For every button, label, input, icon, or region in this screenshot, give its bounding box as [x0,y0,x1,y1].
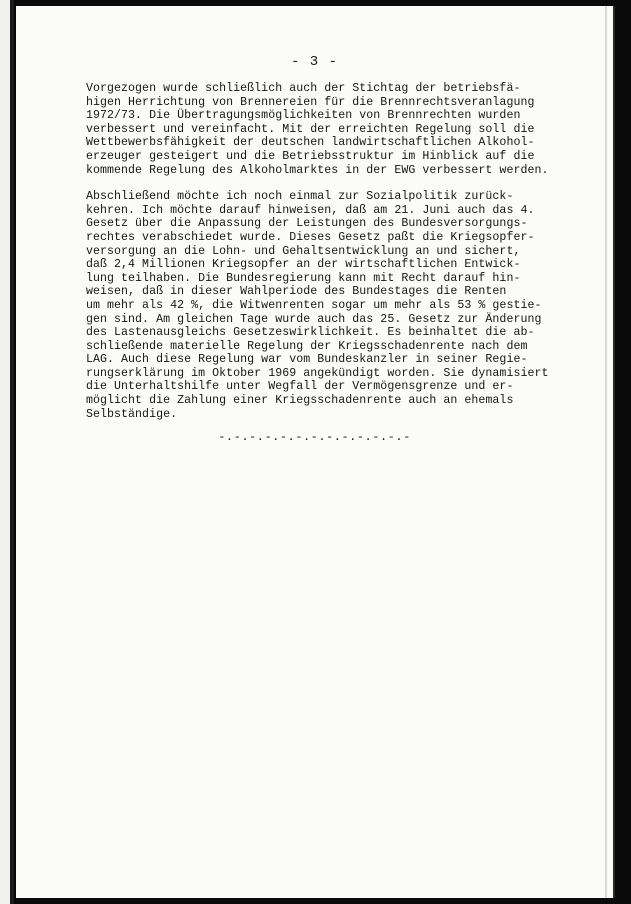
text-line: LAG. Auch diese Regelung war vom Bundeskanzler in seiner Regie- [86,353,528,367]
text-line: Selbständige. [86,407,178,421]
text-line: um mehr als 42 %, die Witwenrenten sogar um mehr als 53 % gestie- [86,298,542,312]
page-number: - 3 - [290,54,338,70]
text-line: kehren. Ich möchte darauf hinweisen, daß am 21. Juni auch das 4. [86,203,535,217]
paragraph-brennrechte [86,82,586,177]
text-line: Abschließend möchte ich noch einmal zur Sozialpolitik zurück- [86,190,514,204]
text-line: die Unterhaltshilfe unter Wegfall der Vermögensgrenze und er- [86,380,514,394]
text-line: des Lastenausgleichs Gesetzeswirklichkeit. Es beinhaltet die ab- [86,326,535,340]
document-page [16,6,615,898]
text-line: gen sind. Am gleichen Tage wurde auch das 25. Gesetz zur Änderung [86,312,542,326]
text-line: schließende materielle Regelung der Kriegsschadenrente nach dem [86,339,528,353]
text-line: rungserklärung im Oktober 1969 angekündigt worden. Sie dynamisiert [86,366,549,380]
end-separator: -.-.-.-.-.-.-.-.-.-.-.-.- [218,430,411,444]
text-line: weisen, daß in dieser Wahlperiode des Bundestages die Renten [86,285,507,299]
text-line: higen Herrichtung von Brennereien für die Brennrechtsveranlagung [86,95,535,109]
text-line: versorgung an die Lohn- und Gehaltsentwicklung an und sichert, [86,244,521,258]
text-line: Wettbewerbsfähigkeit der deutschen landwirtschaftlichen Alkohol- [86,136,535,150]
text-line: Vorgezogen wurde schließlich auch der Stichtag der betriebsfä- [86,82,521,95]
adjacent-page-edge [0,0,14,904]
body-text [86,82,586,434]
text-line: rechtes verabschiedet wurde. Dieses Gesetz paßt die Kriegsopfer- [86,230,535,244]
text-line: daß 2,4 Millionen Kriegsopfer an der wirtschaftlichen Entwick- [86,258,521,272]
text-line: 1972/73. Die Übertragungsmöglichkeiten von Brennrechten wurden [86,109,521,123]
text-line: möglicht die Zahlung einer Kriegsschadenrente auch an ehemals [86,394,514,408]
text-line: lung teilhaben. Die Bundesregierung kann mit Recht darauf hin- [86,271,521,285]
text-line: kommende Regelung des Alkoholmarktes in der EWG verbessert werden. [86,163,549,177]
text-line: Gesetz über die Anpassung der Leistungen des Bundesversorgungs- [86,217,528,231]
text-line: erzeuger gesteigert und die Betriebsstruktur im Hinblick auf die [86,149,535,163]
text-line: verbessert und vereinfacht. Mit der erreichten Regelung soll die [86,122,535,136]
paragraph-sozialpolitik [86,190,586,421]
